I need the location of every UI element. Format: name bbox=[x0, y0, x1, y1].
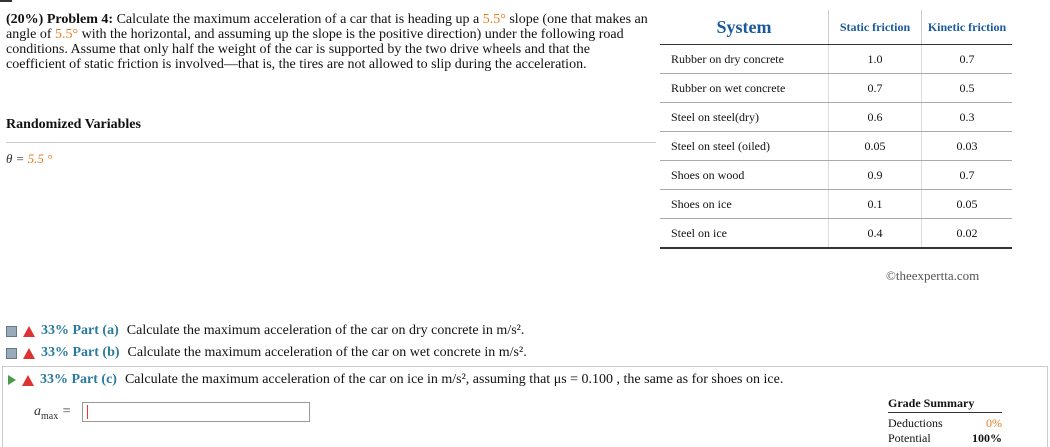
deductions-row bbox=[888, 416, 1002, 431]
potential-label: Potential bbox=[888, 431, 931, 445]
table-row bbox=[660, 190, 1012, 219]
kinetic-cell: 0.03 bbox=[922, 132, 1013, 161]
answer-equals: = bbox=[61, 404, 72, 419]
kinetic-cell: 0.3 bbox=[922, 103, 1013, 132]
system-cell: Shoes on wood bbox=[660, 161, 829, 190]
collapsed-square-icon[interactable] bbox=[6, 326, 17, 337]
answer-var-main: a bbox=[34, 404, 41, 419]
potential-row bbox=[888, 431, 1002, 446]
system-cell: Steel on steel(dry) bbox=[660, 103, 829, 132]
part-b-row[interactable] bbox=[6, 345, 527, 361]
angle-value-2: 5.5° bbox=[54, 27, 79, 42]
problem-weight: (20%) bbox=[6, 12, 44, 27]
static-cell: 0.1 bbox=[829, 190, 922, 219]
table-header-row bbox=[660, 10, 1012, 45]
kinetic-cell: 0.05 bbox=[922, 190, 1013, 219]
answer-input[interactable] bbox=[82, 402, 310, 422]
part-c-text: Calculate the maximum acceleration of the car on ice in m/s², assuming that μs = 0.100 , the same as for shoes on ice. bbox=[124, 372, 784, 387]
table-row bbox=[660, 161, 1012, 190]
table-row bbox=[660, 45, 1012, 74]
table-row bbox=[660, 219, 1012, 249]
deductions-label: Deductions bbox=[888, 416, 943, 430]
kinetic-cell: 0.5 bbox=[922, 74, 1013, 103]
potential-value: 100% bbox=[972, 431, 1002, 445]
static-cell: 1.0 bbox=[829, 45, 922, 74]
static-cell: 0.9 bbox=[829, 161, 922, 190]
part-a-text: Calculate the maximum acceleration of the car on dry concrete in m/s². bbox=[126, 323, 525, 338]
randomized-variables-heading: Randomized Variables bbox=[6, 117, 656, 143]
table-row bbox=[660, 74, 1012, 103]
table-row bbox=[660, 103, 1012, 132]
kinetic-cell: 0.7 bbox=[922, 45, 1013, 74]
table-row bbox=[660, 132, 1012, 161]
system-cell: Steel on ice bbox=[660, 219, 829, 249]
header-system: System bbox=[660, 10, 829, 45]
grade-summary-title: Grade Summary bbox=[888, 396, 1002, 413]
copyright-text: ©theexpertta.com bbox=[886, 268, 980, 283]
system-cell: Rubber on dry concrete bbox=[660, 45, 829, 74]
problem-text-3: with the horizontal, and assuming up the slope is the positive direction) under the following road conditions. Assume that only half the weight of the car is supported by the two drive wheels and that the coefficient of static friction is involved—that is, the tires are not allowed to slip during the acceleration. bbox=[6, 27, 624, 72]
header-kinetic: Kinetic friction bbox=[922, 10, 1013, 45]
part-b-text: Calculate the maximum acceleration of the car on wet concrete in m/s². bbox=[127, 345, 527, 360]
system-cell: Steel on steel (oiled) bbox=[660, 132, 829, 161]
system-cell: Shoes on ice bbox=[660, 190, 829, 219]
answer-variable-label bbox=[34, 404, 71, 422]
top-rule bbox=[0, 0, 12, 2]
text-cursor bbox=[87, 405, 88, 419]
angle-value-1: 5.5° bbox=[482, 12, 506, 27]
part-b-label[interactable]: 33% Part (b) bbox=[41, 345, 120, 360]
friction-table bbox=[660, 10, 1012, 249]
collapsed-square-icon[interactable] bbox=[6, 348, 17, 359]
part-a-row[interactable] bbox=[6, 323, 524, 339]
header-static: Static friction bbox=[829, 10, 922, 45]
problem-text-2: slope (one that makes an angle of bbox=[6, 12, 648, 42]
part-c-label[interactable]: 33% Part (c) bbox=[40, 372, 117, 387]
theta-label: θ = bbox=[6, 151, 28, 166]
static-cell: 0.7 bbox=[829, 74, 922, 103]
answer-var-sub: max bbox=[41, 410, 59, 422]
theta-value: 5.5 ° bbox=[27, 151, 53, 166]
problem-statement bbox=[6, 12, 652, 72]
problem-text-1: Calculate the maximum acceleration of a car that is heading up a bbox=[116, 12, 480, 27]
grade-summary bbox=[888, 396, 1002, 446]
play-triangle-icon[interactable] bbox=[8, 375, 16, 385]
static-cell: 0.05 bbox=[829, 132, 922, 161]
kinetic-cell: 0.02 bbox=[922, 219, 1013, 249]
static-cell: 0.6 bbox=[829, 103, 922, 132]
deductions-value: 0% bbox=[986, 416, 1002, 430]
problem-number: Problem 4: bbox=[46, 12, 114, 27]
system-cell: Rubber on wet concrete bbox=[660, 74, 829, 103]
warning-icon bbox=[23, 348, 35, 359]
static-cell: 0.4 bbox=[829, 219, 922, 249]
theta-variable bbox=[6, 151, 52, 167]
warning-icon bbox=[22, 375, 34, 386]
part-c-row[interactable] bbox=[6, 372, 783, 388]
part-a-label[interactable]: 33% Part (a) bbox=[41, 323, 119, 338]
warning-icon bbox=[23, 326, 35, 337]
kinetic-cell: 0.7 bbox=[922, 161, 1013, 190]
